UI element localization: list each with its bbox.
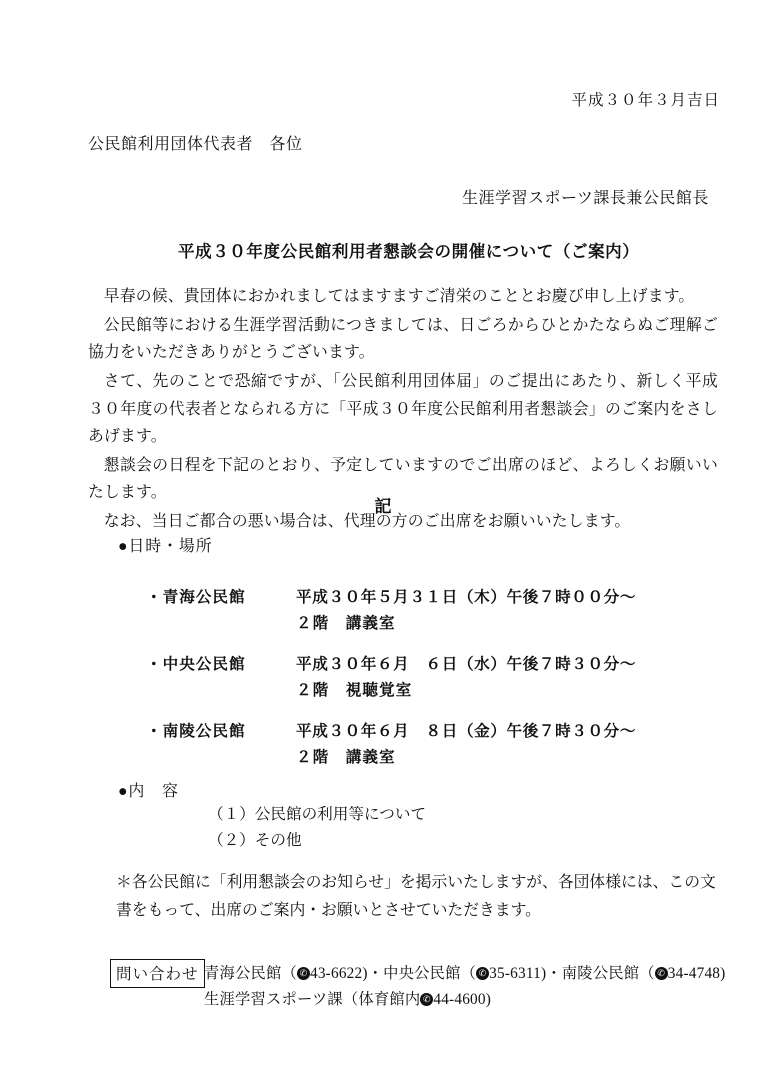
notice-text [116, 869, 716, 924]
body-paragraph-2: 公民館等における生涯学習活動につきましては、日ごろからひとかたならぬご理解ご協力をいただきありがとうございます。 [88, 317, 718, 362]
contact-label-box [110, 959, 205, 988]
contact-details [204, 961, 725, 1014]
contact-line-1 [204, 961, 725, 987]
phone-icon: ✆ [476, 967, 489, 980]
contact-line-1-part-a: 青海公民館（ [204, 965, 297, 982]
phone-icon: ✆ [297, 967, 310, 980]
venue-item [146, 652, 636, 700]
contact-line-1-part-c: 35-6311)・南陵公民館（ [489, 965, 655, 982]
body-paragraph-4: 懇談会の日程を下記のとおり、予定していますのでご出席のほど、よろしくお願いいたします。 [88, 456, 718, 502]
venue-datetime: 平成３０年５月３１日（木）午後７時００分～ [296, 589, 637, 606]
content-item-list [208, 802, 426, 853]
document-date: 平成３０年３月吉日 [571, 92, 720, 109]
section-content-heading: ●内 容 [118, 783, 179, 800]
content-item: （１）公民館の利用等について [208, 806, 427, 823]
addressee-line: 公民館利用団体代表者 各位 [88, 136, 303, 153]
body-paragraph-1: 早春の候、貴団体におかれましてはますますご清栄のこととお慶び申し上げます。 [103, 288, 695, 305]
contact-line-2-part-a: 生涯学習スポーツ課（体育館内 [204, 991, 421, 1009]
body-paragraph-3: さて、先のことで恐縮ですが、「公民館利用団体届」のご提出にあたり、新しく平成３０年度の代表者となられる方に「平成３０年度公民館利用者懇談会」のご案内をさしあげます。 [88, 373, 718, 445]
contact-line-2-part-b: 44-4600) [433, 991, 492, 1009]
notice-text-content: ＊各公民館に「利用懇談会のお知らせ」を掲示いたしますが、各団体様には、この文書をもって、出席のご案内・お願いとさせていただきます。 [116, 874, 716, 919]
phone-icon: ✆ [420, 993, 433, 1006]
content-item: （２）その他 [208, 831, 302, 849]
document-title: 平成３０年度公民館利用者懇談会の開催について（ご案内） [178, 242, 640, 261]
sender-line: 生涯学習スポーツ課長兼公民館長 [462, 190, 709, 207]
venue-room: ２階 講義室 [296, 615, 396, 632]
venue-list [146, 585, 636, 786]
venue-room: ２階 講義室 [296, 749, 396, 766]
ki-mark: 記 [374, 497, 394, 516]
venue-item [146, 585, 636, 633]
contact-line-2 [204, 987, 725, 1013]
venue-item [146, 719, 636, 767]
phone-icon: ✆ [655, 967, 668, 980]
body-paragraph-5: なお、当日ご都合の悪い場合は、代理の方のご出席をお願いいたします。 [103, 513, 631, 531]
venue-room: ２階 視聴覚室 [296, 682, 413, 699]
contact-line-1-part-b: 43-6622)・中央公民館（ [309, 965, 477, 982]
contact-label: 問い合わせ [116, 966, 199, 983]
venue-name: ・青海公民館 [146, 589, 246, 606]
venue-name: ・中央公民館 [146, 656, 246, 673]
venue-name: ・南陵公民館 [146, 723, 246, 740]
section-datetime-heading: ●日時・場所 [118, 538, 213, 555]
contact-line-1-part-d: 34-4748) [667, 965, 726, 982]
venue-datetime: 平成３０年６月 ８日（金）午後７時３０分～ [296, 723, 637, 740]
venue-datetime: 平成３０年６月 ６日（水）午後７時３０分～ [296, 656, 637, 673]
